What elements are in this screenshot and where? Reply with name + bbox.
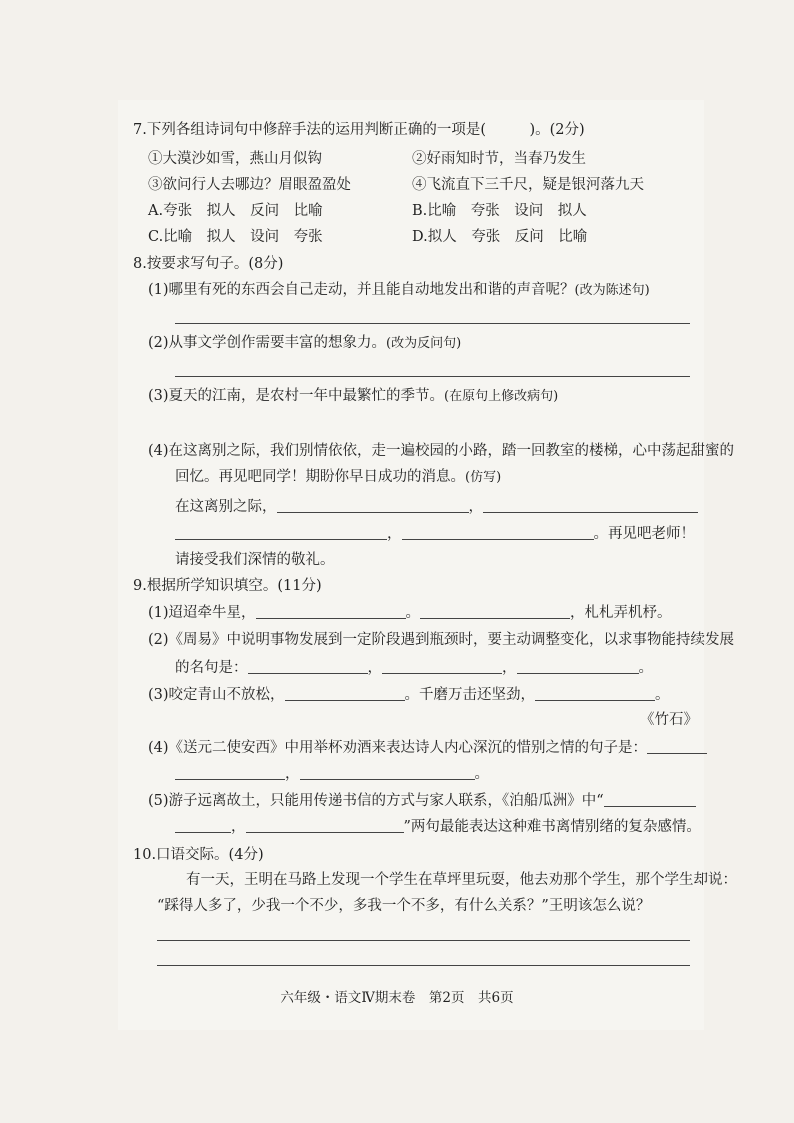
q10-passage-line-2: “踩得人多了，少我一个不少，多我一个不多，有什么关系？”王明该怎么说？ <box>157 898 651 914</box>
q9-item-5-blank-2[interactable] <box>175 818 231 833</box>
q7-option-b: B.比喻 夸张 设问 拟人 <box>412 203 587 219</box>
q7-poem-1: ①大漠沙如雪，燕山月似钩 <box>148 151 322 167</box>
q9-item-3-period: 。 <box>655 687 670 703</box>
q7-option-d: D.拟人 夸张 反问 比喻 <box>412 229 588 245</box>
q8-sentence-3-hint: (在原句上修改病句) <box>444 389 559 404</box>
q8-imitation-blank-1[interactable] <box>277 498 469 513</box>
q8-sentence-3-text: (3)夏天的江南，是农村一年中最繁忙的季节。 <box>148 388 445 404</box>
q7-option-c: C.比喻 拟人 设问 夸张 <box>148 229 323 245</box>
q8-imitation-row-3: 请接受我们深情的敬礼。 <box>175 552 335 568</box>
q8-imitation-row-1 <box>175 497 698 517</box>
q9-item-4-text: (4)《送元二使安西》中用举杯劝酒来表达诗人内心深沉的惜别之情的句子是： <box>148 740 648 756</box>
q10-answer-line-1[interactable] <box>157 940 690 941</box>
q9-item-3 <box>148 685 670 705</box>
q9-item-4-period: 。 <box>474 766 489 782</box>
q9-item-4-blank-1[interactable] <box>647 739 707 754</box>
q8-imitation-blank-2[interactable] <box>483 498 698 513</box>
q9-item-5-line-1 <box>148 791 696 811</box>
q8-sentence-2-text: (2)从事文学创作需要丰富的想象力。 <box>148 335 387 351</box>
q9-item-2-lead: 的名句是： <box>175 660 248 676</box>
q9-item-2-line-2 <box>175 658 653 678</box>
q8-sentence-3 <box>148 386 558 407</box>
q8-imitation-comma-1: ， <box>468 499 483 515</box>
q9-item-5-end: ”两句最能表达这种难书离情别绪的复杂感情。 <box>403 819 701 835</box>
q9-item-3-mid: 。千磨万击还坚劲， <box>404 687 536 703</box>
q8-sentence-2-hint: (改为反问句) <box>386 336 462 351</box>
q8-sentence-4-line-1: (4)在这离别之际，我们别情依依，走一遍校园的小路，踏一回教室的楼梯，心中荡起甜蜜的 <box>148 443 735 459</box>
q8-imitation-blank-3[interactable] <box>175 525 387 540</box>
q8-sentence-1 <box>148 280 650 301</box>
page-footer: 六年级・语文Ⅳ期末卷 第2页 共6页 <box>280 990 514 1006</box>
q7-poem-4: ④飞流直下三千尺，疑是银河落九天 <box>412 177 644 193</box>
q8-imitation-comma-2: ， <box>387 526 402 542</box>
q9-item-4-comma: ， <box>285 766 300 782</box>
q9-item-4-blank-3[interactable] <box>300 765 475 780</box>
q9-item-3-text: (3)咬定青山不放松， <box>148 687 285 703</box>
q8-imitation-end: 。再见吧老师！ <box>593 526 695 542</box>
q9-item-2-blank-1[interactable] <box>248 659 368 674</box>
q9-item-2-comma-1: ， <box>367 660 382 676</box>
q9-item-3-source: 《竹石》 <box>640 712 698 728</box>
q8-sentence-1-hint: (改为陈述句) <box>574 283 650 298</box>
q10-passage-line-1: 有一天，王明在马路上发现一个学生在草坪里玩耍，他去劝那个学生，那个学生却说： <box>186 872 737 888</box>
q9-item-2-period: 。 <box>638 660 653 676</box>
q9-item-1-end: ，札札弄机杼。 <box>570 605 672 621</box>
q8-imitation-blank-4[interactable] <box>402 525 594 540</box>
q9-item-1-mid: 。 <box>405 605 421 621</box>
q8-answer-line-2[interactable] <box>175 376 690 377</box>
q8-sentence-1-text: (1)哪里有死的东西会自己走动，并且能自动地发出和谐的声音呢？ <box>148 282 575 298</box>
q9-item-5-blank-1[interactable] <box>604 792 696 807</box>
q9-item-2-blank-2[interactable] <box>382 659 502 674</box>
q9-item-5-text: (5)游子远离故土，只能用传递书信的方式与家人联系，《泊船瓜洲》中“ <box>148 793 604 809</box>
q7-poem-3: ③欲问行人去哪边？眉眼盈盈处 <box>148 177 351 193</box>
q9-item-4-line-1 <box>148 738 707 758</box>
q9-item-2-line-1: (2)《周易》中说明事物发展到一定阶段遇到瓶颈时，要主动调整变化，以求事物能持续发展 <box>148 632 735 648</box>
q9-item-5-blank-3[interactable] <box>246 818 404 833</box>
q8-sentence-2 <box>148 333 461 354</box>
q9-item-2-blank-3[interactable] <box>517 659 639 674</box>
q8-answer-line-1[interactable] <box>175 323 690 324</box>
q9-item-1-text: (1)迢迢牵牛星， <box>148 605 256 621</box>
q9-stem: 9.根据所学知识填空。(11分) <box>133 578 322 594</box>
q9-item-5-line-2 <box>175 817 701 837</box>
q9-item-3-blank-1[interactable] <box>285 686 405 701</box>
q9-item-3-blank-2[interactable] <box>535 686 655 701</box>
q10-answer-line-2[interactable] <box>157 965 690 966</box>
q8-stem: 8.按要求写句子。(8分) <box>133 256 284 272</box>
q8-sentence-4-line-2 <box>175 467 501 488</box>
q7-poem-2: ②好雨知时节，当春乃发生 <box>412 151 586 167</box>
q9-item-1-blank-2[interactable] <box>420 604 570 619</box>
q8-sentence-4-hint: (仿写) <box>465 470 502 485</box>
q9-item-1 <box>148 603 672 623</box>
q9-item-4-blank-2[interactable] <box>175 765 285 780</box>
q9-item-1-blank-1[interactable] <box>256 604 406 619</box>
q9-item-2-comma-2: ， <box>502 660 517 676</box>
q10-stem: 10.口语交际。(4分) <box>133 847 264 863</box>
q8-imitation-start: 在这离别之际， <box>175 499 277 515</box>
q9-item-4-line-2 <box>175 764 489 784</box>
q9-item-5-comma: ， <box>231 819 246 835</box>
q7-stem: 7.下列各组诗词句中修辞手法的运用判断正确的一项是( )。(2分) <box>133 122 585 138</box>
q8-sentence-4-line-2-text: 回忆。再见吧同学！期盼你早日成功的消息。 <box>175 469 465 485</box>
q7-option-a: A.夸张 拟人 反问 比喻 <box>148 203 323 219</box>
q8-imitation-row-2 <box>175 524 695 544</box>
